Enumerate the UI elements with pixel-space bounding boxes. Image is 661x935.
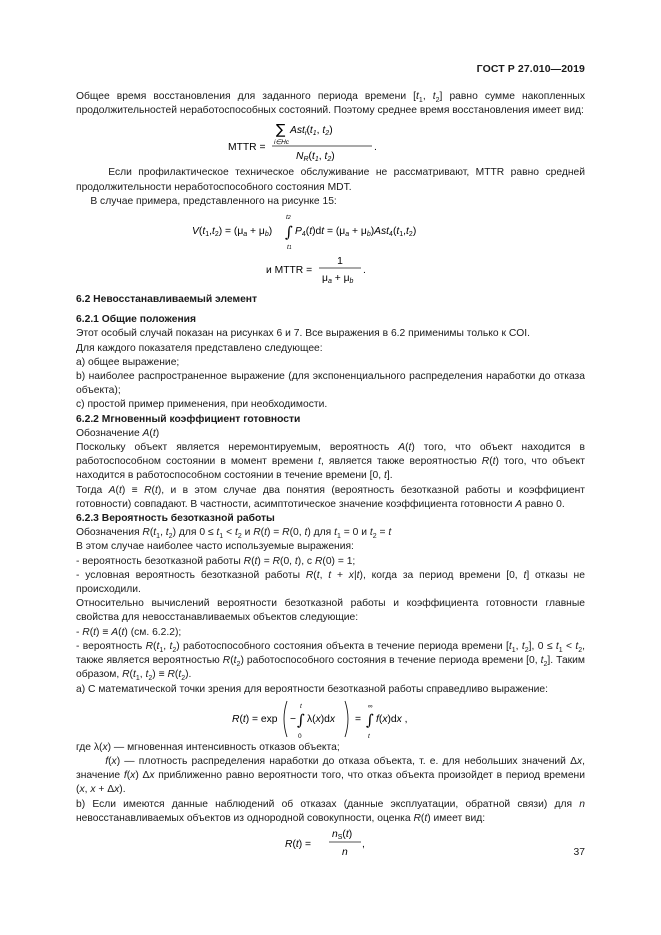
mttr2-formula xyxy=(76,253,585,287)
sum-index: i∈Hc xyxy=(274,139,290,147)
list-item-c: c) простой пример применения, при необходимости. xyxy=(76,399,328,411)
minus-sign: − xyxy=(290,713,297,725)
integral-upper-2: ∞ xyxy=(368,702,373,710)
mttr-formula xyxy=(76,120,585,164)
p2-text: Если профилактическое техническое обслуживание не рассматривают, MTTR равно средней продолжительности неработоспособного состояния MDT. xyxy=(76,167,585,193)
integral-lower: t1 xyxy=(287,244,292,252)
integral-upper: t2 xyxy=(286,214,291,222)
section-6-2-1: 6.2.1 Общие положения xyxy=(76,314,196,326)
integral-symbol: ∫ xyxy=(285,223,293,242)
paragraph-lambda-def: где λ(x) — мгновенная интенсивность отказов объекта; xyxy=(76,741,340,753)
estimate-formula xyxy=(76,826,585,862)
mttr2-numerator: 1 xyxy=(337,256,343,268)
svg-text:.: . xyxy=(363,265,366,277)
paragraph-total-restoration xyxy=(76,90,585,118)
section-6-2-3: 6.2.3 Вероятность безотказной работы xyxy=(76,513,275,525)
paragraph-observations: b) Если имеются данные наблюдений об отказах (данные эксплуатации, обратной связи) для n невосстанавливаемых объектов из однородной совокупности, оценка R(t) имеет вид: xyxy=(76,798,585,824)
v-equation: V(t1,t2) = (μa + μb) xyxy=(192,226,273,239)
paragraph-density-def: f(x) — плотность распределения наработки до отказа объекта, т. е. для небольших значений Δx, значение f(x) Δx приближенно равно вероятности того, что отказ объекта произойдет в период времени (x, x + Δx). xyxy=(76,755,585,796)
v-formula xyxy=(76,209,585,253)
integral-lower: 0 xyxy=(298,732,302,740)
mttr-numerator: Asti(t1, t2) xyxy=(290,125,333,138)
reliability-formula xyxy=(76,697,585,741)
v-equation-rhs: P4(t)dt = (μa + μb)Ast4(t1,t2) xyxy=(295,226,417,239)
estimate-numerator: nS(t) xyxy=(332,828,353,841)
document-id: ГОСТ Р 27.010—2019 xyxy=(476,63,585,75)
p3-text: В случае примера, представленного на рисунке 15: xyxy=(90,195,337,207)
paragraph-properties: Относительно вычислений вероятности безотказной работы и коэффициента готовности главные свойства для невосстанавливаемых объектов следующие: xyxy=(76,598,585,624)
paragraph-notation-r: Обозначения $R(t_1$, $t_2$) для $0 \le t_1 < t_2$ и R(t) = R(0, t) для $t_1 = 0$ и $t_2 = t$ xyxy=(76,527,392,541)
r-label: R(t) = exp xyxy=(232,713,278,725)
p4-text: Этот особый случай показан на рисунках 6 и 7. Все выражения в 6.2 применимы только к COI. xyxy=(76,328,530,340)
svg-text:.: . xyxy=(374,142,377,154)
estimate-label: R(t) = xyxy=(285,838,312,850)
density-term: f(x)dx , xyxy=(376,713,408,725)
section-6-2: 6.2 Невосстанавливаемый элемент xyxy=(76,294,258,306)
svg-text:,: , xyxy=(362,838,365,850)
integral-symbol-2: ∫ xyxy=(366,710,374,729)
paragraph-common-expr: В этом случае наиболее часто используемые выражения: xyxy=(76,541,354,553)
estimate-formula-svg xyxy=(76,826,585,862)
and-mttr-label: и MTTR = xyxy=(266,265,313,277)
paragraph-special-case xyxy=(76,327,585,341)
paragraph-nonrepairable: Поскольку объект является неремонтируемым, вероятность A(t) того, что объект находится в работоспособном состоянии в момент времени t, является также вероятностью R(t) того, что объект находится в работоспособном состоянии в течение времени [0, t]. xyxy=(76,442,585,482)
section-6-2-2: 6.2.2 Мгновенный коэффициент готовности xyxy=(76,413,301,425)
paragraph-notation-a: Обозначение A(t) xyxy=(76,427,160,439)
paragraph-each-indicator xyxy=(76,342,585,356)
mttr-label: MTTR = xyxy=(228,142,266,154)
sum-symbol: ∑ xyxy=(276,122,286,139)
lambda-term: λ(x)dx xyxy=(307,713,336,725)
integral-symbol: ∫ xyxy=(297,710,305,729)
left-paren xyxy=(284,701,287,737)
reliability-formula-svg xyxy=(76,697,585,741)
paragraph-maintenance xyxy=(76,166,585,194)
paragraph-interval: - вероятность $R(t_1$, $t_2$) работоспособного состояния объекта в течение периода времени [$t_1$, $t_2$], $0 \le t_1 < t_2$, также является вероятностью $R(t_2)$ работоспособного состояния в течение периода времени [0, $t_2$]. Таким образом, $R(t_1$, $t_2) \equiv R(t_2)$. xyxy=(76,640,586,683)
page-body xyxy=(76,90,585,862)
mttr2-formula-svg xyxy=(76,253,585,287)
mttr2-denominator: μa + μb xyxy=(322,273,354,286)
paragraph-conditional: - условная вероятность безотказной работы R(t, t + x|t), когда за период времени [0, t] отказы не происходили. xyxy=(76,569,585,596)
paragraph-equivalence: Тогда A(t) ≡ R(t), и в этом случае два понятия (вероятность безотказной работы и коэффициент готовности) совпадают. В частности, асимптотическое значение коэффициента готовности A равно 0. xyxy=(76,484,585,510)
right-paren xyxy=(345,701,348,737)
integral-upper: t xyxy=(300,702,302,710)
paragraph-text: Общее время восстановления для заданного периода времени [$t_1$, $t_2$] равно сумме накопленных продолжительностей неработоспособных состояний. Поэтому среднее время восстановления имеет вид: xyxy=(76,91,585,117)
paragraph-r-equiv-a: - R(t) ≡ A(t) (см. 6.2.2); xyxy=(76,626,182,638)
paragraph-example xyxy=(76,195,585,209)
p5-text: Для каждого показателя представлено следующее: xyxy=(76,342,323,354)
list-item-a: a) общее выражение; xyxy=(76,356,180,368)
list-item-b: b) наиболее распространенное выражение (для экспоненциального распределения наработки до отказа объекта); xyxy=(76,371,585,397)
paragraph-reliability: - вероятность безотказной работы R(t) = R(0, t), с R(0) = 1; xyxy=(76,555,356,567)
integral-lower-2: t xyxy=(368,732,370,740)
estimate-denominator: n xyxy=(342,846,348,858)
paragraph-math-view: a) С математической точки зрения для вероятности безотказной работы справедливо выражение: xyxy=(76,683,548,695)
mttr-formula-svg xyxy=(76,120,585,164)
v-formula-svg xyxy=(76,209,585,253)
mttr-denominator: NR(t1, t2) xyxy=(296,151,335,164)
page-number: 37 xyxy=(573,847,585,858)
svg-text:=: = xyxy=(355,713,362,725)
